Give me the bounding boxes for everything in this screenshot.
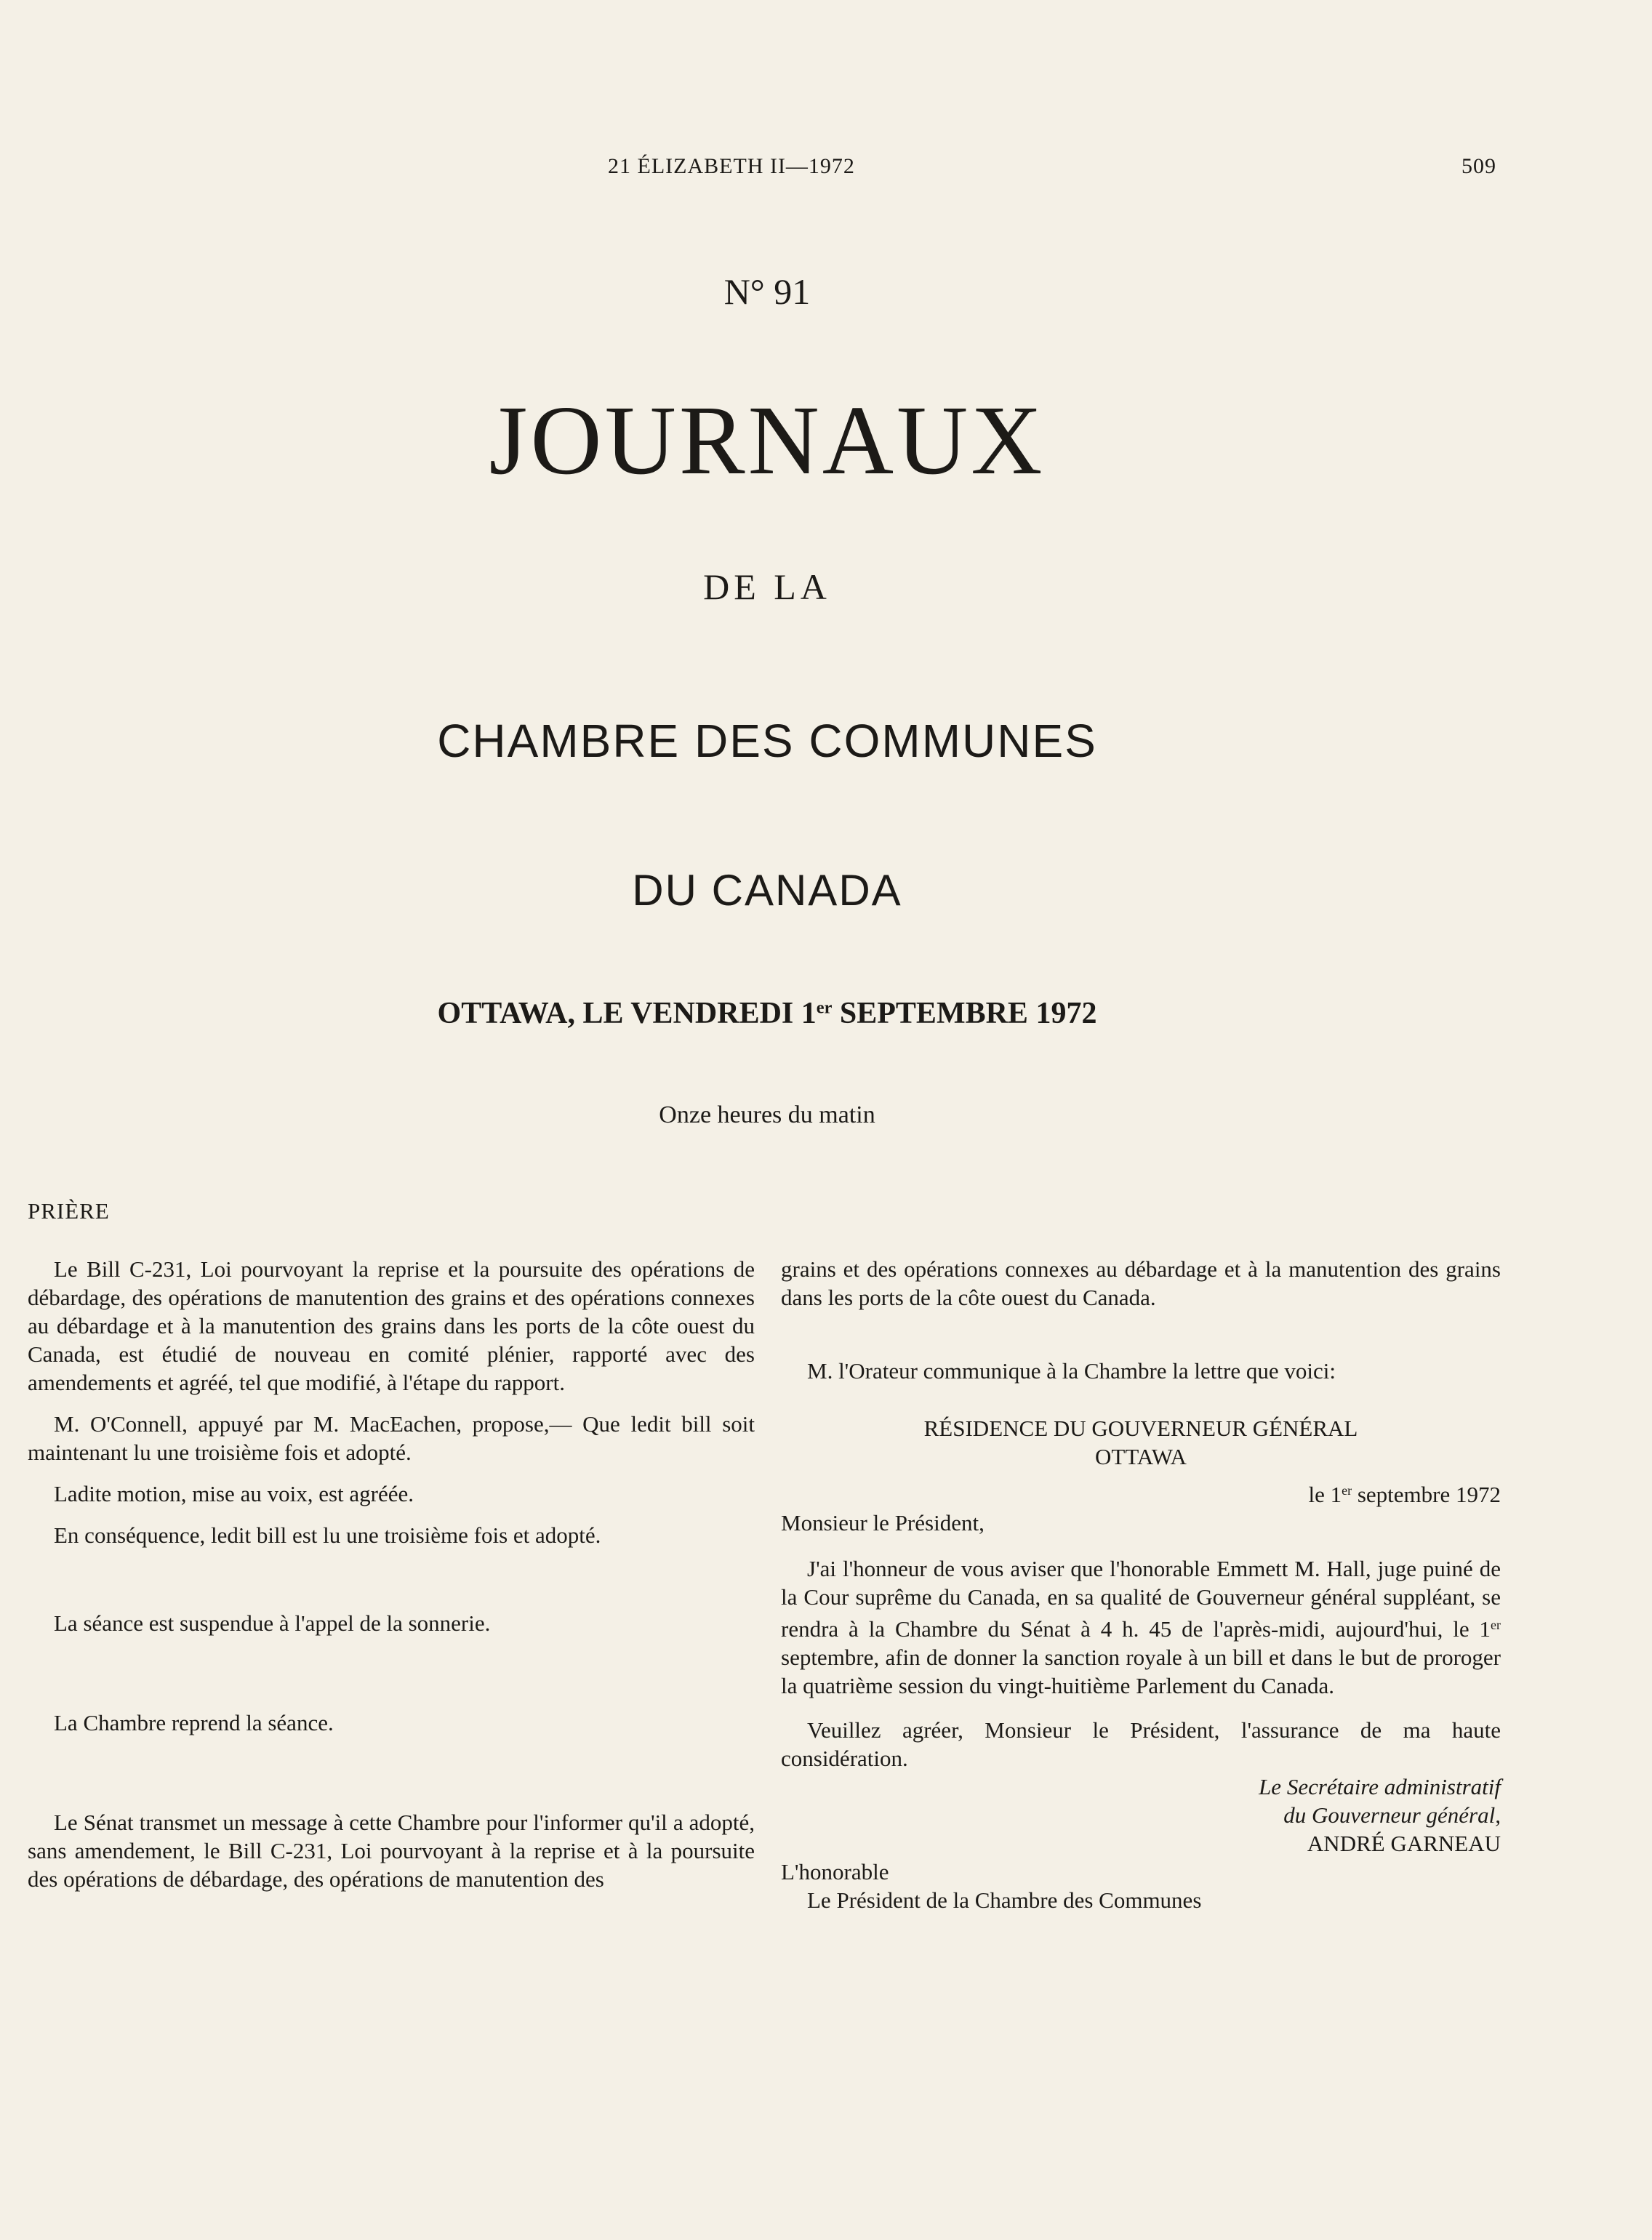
letter-date: le 1er septembre 1972 bbox=[1308, 1481, 1501, 1507]
title-chambre: CHAMBRE DES COMMUNES bbox=[437, 715, 1097, 767]
paragraph-agreed: Ladite motion, mise au voix, est agréée. bbox=[54, 1481, 414, 1506]
paragraph-continuation: grains et des opérations connexes au débardage et à la manutention des grains dans les ports de la côte ouest du Canada. bbox=[781, 1256, 1501, 1310]
signature-title-2: du Gouverneur général, bbox=[1283, 1802, 1501, 1828]
sitting-date: OTTAWA, LE VENDREDI 1er SEPTEMBRE 1972 bbox=[437, 997, 1097, 1030]
letter-body: J'ai l'honneur de vous aviser que l'honorable Emmett M. Hall, juge puiné de la Cour suprême du Canada, en sa qualité de Gouverneur général suppléant, se rendra à la Chambre du Sénat à 4 h. 45 de l'après-midi, aujourd'hui, le 1er septembre, afin de donner la sanction royale à un bill et dans le but de proroger la quatrième session du vingt-huitième Parlement du Canada. bbox=[781, 1555, 1501, 1698]
signature-name: ANDRÉ GARNEAU bbox=[1307, 1830, 1501, 1856]
paragraph-resumes: La Chambre reprend la séance. bbox=[54, 1710, 334, 1735]
left-column bbox=[28, 1255, 755, 1893]
title-de-la: DE LA bbox=[703, 566, 831, 607]
paragraph-speaker-letter: M. l'Orateur communique à la Chambre la lettre que voici: bbox=[807, 1358, 1336, 1384]
priere-heading: PRIÈRE bbox=[28, 1198, 110, 1224]
paragraph-senate-message: Le Sénat transmet un message à cette Chambre pour l'informer qu'il a adopté, sans amendement, le Bill C-231, Loi pourvoyant à la reprise et à la poursuite des opérations de débardage, des opérations de manutention des bbox=[28, 1810, 755, 1892]
signature-title-1: Le Secrétaire administratif bbox=[1259, 1773, 1501, 1799]
paragraph-third-reading: En conséquence, ledit bill est lu une troisième fois et adopté. bbox=[54, 1522, 601, 1548]
paragraph-motion: M. O'Connell, appuyé par M. MacEachen, propose,— Que ledit bill soit maintenant lu une troisième fois et adopté. bbox=[28, 1411, 755, 1465]
addressee-line-1: L'honorable bbox=[781, 1858, 889, 1884]
letter-heading-ottawa: OTTAWA bbox=[1095, 1444, 1187, 1469]
journal-number: N° 91 bbox=[723, 271, 811, 312]
sitting-time: Onze heures du matin bbox=[659, 1101, 875, 1128]
letter-salutation: Monsieur le Président, bbox=[781, 1509, 985, 1536]
letter-heading-residence: RÉSIDENCE DU GOUVERNEUR GÉNÉRAL bbox=[923, 1416, 1358, 1441]
right-column bbox=[781, 1255, 1501, 1914]
title-canada: DU CANADA bbox=[632, 866, 902, 915]
paragraph-suspended: La séance est suspendue à l'appel de la sonnerie. bbox=[54, 1610, 491, 1636]
running-header: 21 ÉLIZABETH II—1972 bbox=[608, 154, 855, 178]
page-number: 509 bbox=[1461, 154, 1496, 178]
journal-title: JOURNAUX bbox=[489, 386, 1046, 495]
addressee-line-2: Le Président de la Chambre des Communes bbox=[807, 1887, 1202, 1913]
paragraph-bill-c231: Le Bill C-231, Loi pourvoyant la reprise et la poursuite des opérations de débardage, des opérations de manutention des grains et des opérations connexes au débardage et à la manutention des grains dans les ports de la côte ouest du Canada, est étudié de nouveau en comité plénier, rapporté avec des amendements et agréé, tel que modifié, à l'étape du rapport. bbox=[28, 1256, 755, 1395]
letter-closing: Veuillez agréer, Monsieur le Président, l'assurance de ma haute considération. bbox=[781, 1717, 1501, 1771]
